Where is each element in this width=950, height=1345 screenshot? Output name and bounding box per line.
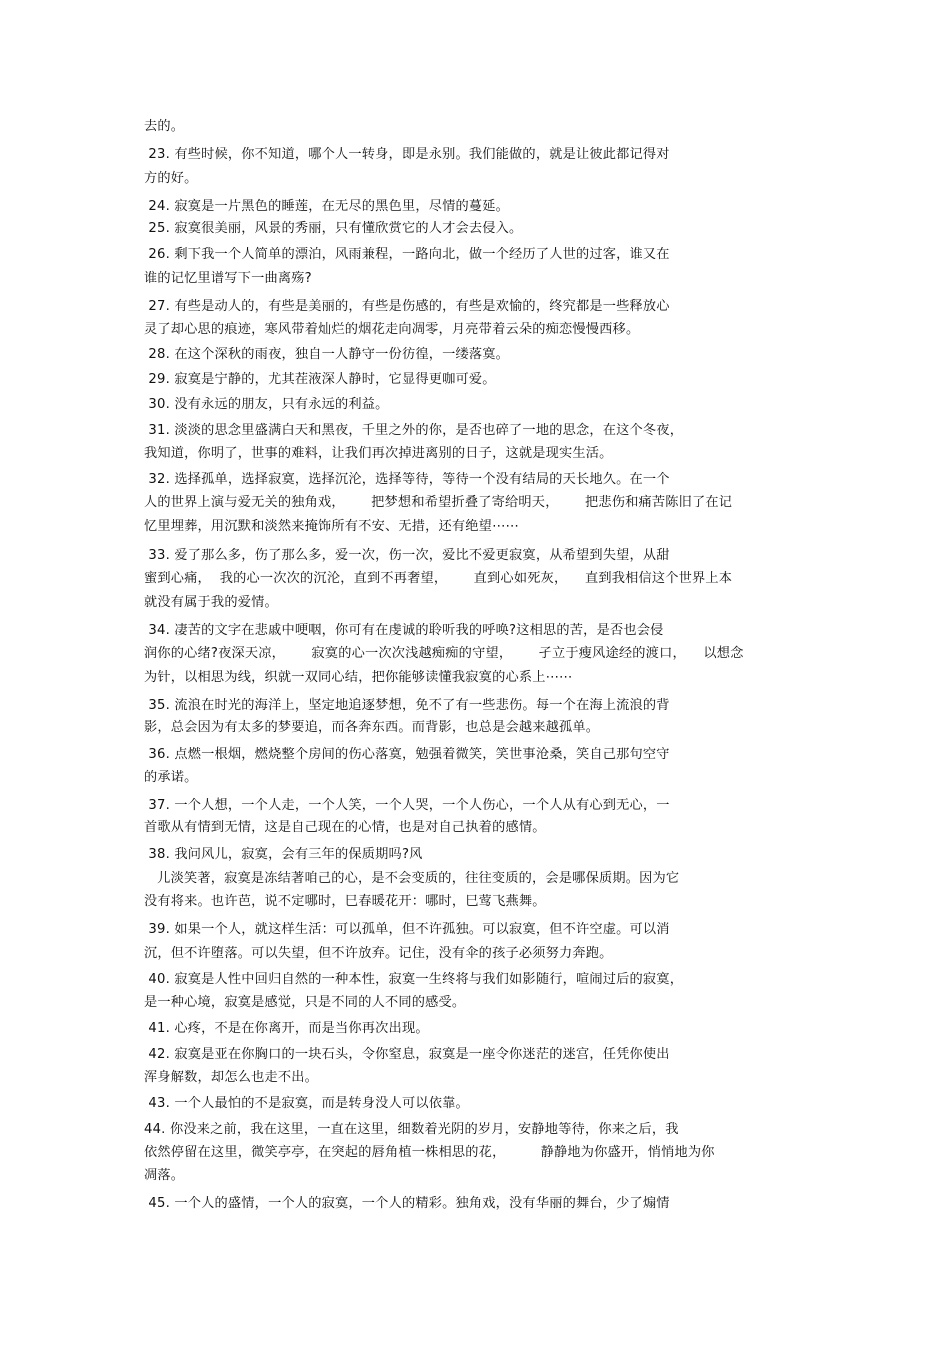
text-line: 润你的心绪?夜深天凉， 寂寞的心一次次浅越痴痴的守望， 孑立于瘦风途经的渡口， 以想念 bbox=[144, 646, 744, 661]
text-line: 38. 我问风儿，寂寞，会有三年的保质期吗?风 bbox=[144, 847, 423, 862]
text-line: 33. 爱了那么多，伤了那么多，爱一次，伤一次，爱比不爱更寂寞，从希望到失望，从甜 bbox=[144, 548, 670, 563]
text-line: 29. 寂寞是宁静的，尤其茬液深人静时，它显得更咖可爱。 bbox=[144, 372, 496, 387]
text-line: 28. 在这个深秋的雨夜，独自一人静守一份彷徨，一缕落寞。 bbox=[144, 347, 510, 362]
text-line: 31. 淡淡的思念里盛满白天和黑夜，千里之外的你，是否也碎了一地的思念，在这个冬夜， bbox=[144, 423, 684, 438]
text-line: 36. 点燃一根烟，燃烧整个房间的伤心落寞，勉强着微笑，笑世事沧桑，笑自己那句空守 bbox=[144, 747, 670, 762]
text-line: 42. 寂寞是亚在你胸口的一块石头，令你窒息，寂寞是一座令你迷茫的迷宫，任凭你使出 bbox=[144, 1047, 670, 1062]
text-line: 32. 选择孤单，选择寂寞，选择沉沦，选择等待，等待一个没有结局的天长地久。在一个 bbox=[144, 472, 670, 487]
text-line: 34. 凄苦的文字在悲戚中哽咽，你可有在虔诚的聆听我的呼唤?这相思的苦，是否也会侵 bbox=[144, 623, 664, 638]
text-line: 27. 有些是动人的，有些是美丽的，有些是伤感的，有些是欢愉的，终究都是一些释放心 bbox=[144, 299, 670, 314]
text-line: 44. 你没来之前，我在这里，一直在这里，细数着光阴的岁月，安静地等待，你来之后，我 bbox=[144, 1122, 679, 1137]
text-line: 沉，但不许堕落。可以失望，但不许放弃。记住，没有伞的孩子必须努力奔跑。 bbox=[144, 946, 613, 961]
text-line: 影，总会因为有太多的梦要追，而各奔东西。而背影，也总是会越来越孤单。 bbox=[144, 720, 600, 735]
text-line: 人的世界上演与爱无关的独角戏， 把梦想和希望折叠了寄给明天， 把悲伤和痛苦陈旧了在记 bbox=[144, 495, 733, 510]
text-line: 是一种心境，寂寞是感觉，只是不同的人不同的感受。 bbox=[144, 995, 466, 1010]
text-line: 39. 如果一个人，就这样生活：可以孤单，但不许孤独。可以寂寞，但不许空虚。可以消 bbox=[144, 922, 670, 937]
text-line: 25. 寂寞很美丽，风景的秀丽，只有懂欣赏它的人才会去侵入。 bbox=[144, 221, 523, 236]
text-line: 23. 有些时候，你不知道，哪个人一转身，即是永别。我们能做的，就是让彼此都记得对 bbox=[144, 147, 670, 162]
text-line: 41. 心疼，不是在你离开，而是当你再次出现。 bbox=[144, 1021, 429, 1036]
text-line: 43. 一个人最怕的不是寂寞，而是转身没人可以依靠。 bbox=[144, 1096, 469, 1111]
text-line: 为针，以相思为线，织就一双同心结，把你能够读懂我寂寞的心系上⋯⋯ bbox=[144, 670, 573, 685]
text-line: 没有将来。也许芭，说不定哪时，巳春暖花开：哪时，巳莺飞燕舞。 bbox=[144, 894, 546, 909]
text-line: 谁的记忆里谱写下一曲离殇? bbox=[144, 271, 312, 286]
text-line: 依然停留在这里，微笑亭亭，在突起的唇角植一株相思的花， 静静地为你盛开，悄悄地为你 bbox=[144, 1145, 715, 1160]
text-line: 浑身解数，却怎么也走不出。 bbox=[144, 1070, 319, 1085]
text-line: 30. 没有永远的朋友，只有永远的利益。 bbox=[144, 397, 389, 412]
text-line: 蜜到心痛， 我的心一次次的沉沦，直到不再奢望， 直到心如死灰， 直到我相信这个世界上本 bbox=[144, 571, 733, 586]
text-line: 37. 一个人想，一个人走，一个人笑，一个人哭，一个人伤心，一个人从有心到无心，一 bbox=[144, 798, 670, 813]
text-line: 首歌从有情到无情，这是自己现在的心情，也是对自己执着的感情。 bbox=[144, 820, 546, 835]
text-line: 35. 流浪在时光的海洋上，坚定地追逐梦想，免不了有一些悲伤。每一个在海上流浪的背 bbox=[144, 698, 670, 713]
text-line: 26. 剩下我一个人简单的漂泊，风雨兼程，一路向北，做一个经历了人世的过客，谁又在 bbox=[144, 247, 670, 262]
text-line: 凋落。 bbox=[144, 1168, 185, 1183]
text-line: 45. 一个人的盛情，一个人的寂寞，一个人的精彩。独角戏，没有华丽的舞台，少了煽情 bbox=[144, 1196, 670, 1211]
text-line: 忆里埋葬，用沉默和淡然来掩饰所有不安、无措，还有绝望⋯⋯ bbox=[144, 519, 519, 534]
text-line: 的承诺。 bbox=[144, 770, 198, 785]
text-line: 我知道，你明了，世事的难料，让我们再次掉进离别的日子，这就是现实生活。 bbox=[144, 446, 613, 461]
text-line: 灵了却心思的痕迹，寒风带着灿烂的烟花走向凋零，月亮带着云朵的痴恋慢慢西移。 bbox=[144, 322, 640, 337]
text-line: 24. 寂寞是一片黑色的睡莲，在无尽的黑色里，尽情的蔓延。 bbox=[144, 199, 510, 214]
text-line: 儿淡笑著，寂寞是冻结著咱己的心，是不会变质的，往往变质的，会是哪保质期。因为它 bbox=[144, 871, 680, 886]
text-line: 40. 寂寞是人性中回归自然的一种本性，寂寞一生终将与我们如影随行，喧闹过后的寂寞， bbox=[144, 972, 684, 987]
text-line: 方的好。 bbox=[144, 171, 198, 186]
text-line: 就没有属于我的爱情。 bbox=[144, 595, 278, 610]
text-line: 去的。 bbox=[144, 119, 185, 134]
